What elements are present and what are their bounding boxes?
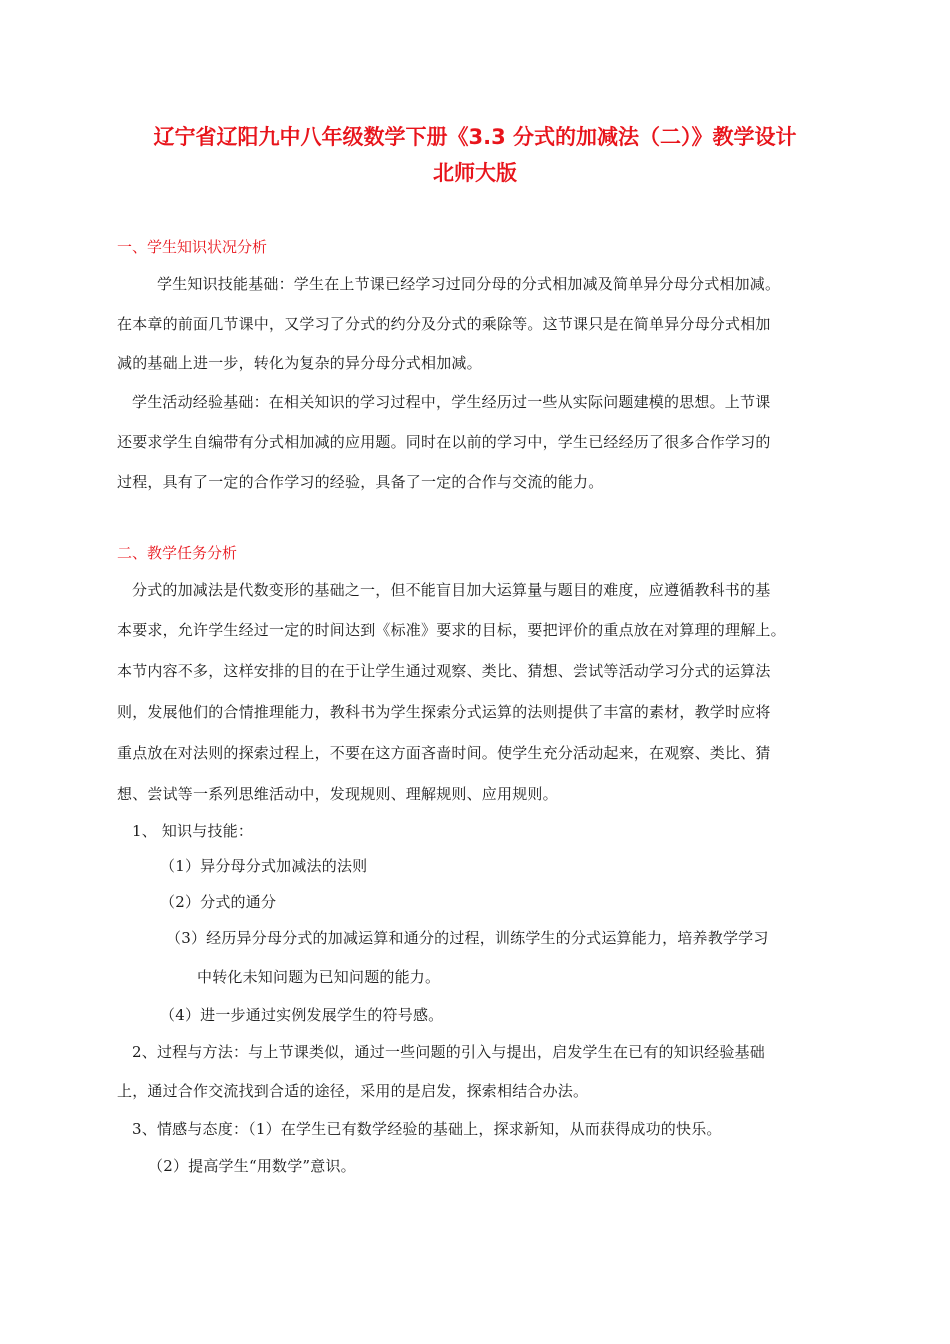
list-item-continuation: 上，通过合作交流找到合适的途径，采用的是启发，探索相结合办法。 bbox=[117, 1082, 589, 1100]
list-item: 3、情感与态度：（1）在学生已有数学经验的基础上，探求新知，从而获得成功的快乐。 bbox=[132, 1120, 722, 1138]
paragraph-line: 分式的加减法是代数变形的基础之一，但不能盲目加大运算量与题目的难度，应遵循教科书的基 bbox=[132, 581, 771, 599]
list-item: 2、过程与方法：与上节课类似，通过一些问题的引入与提出，启发学生在已有的知识经验基础 bbox=[132, 1043, 765, 1061]
document-subtitle: 北师大版 bbox=[433, 161, 517, 185]
list-item: （1）异分母分式加减法的法则 bbox=[160, 857, 368, 875]
paragraph-line: 则，发展他们的合情推理能力，教科书为学生探索分式运算的法则提供了丰富的素材，教学时应将 bbox=[117, 703, 771, 721]
paragraph-line: 学生活动经验基础：在相关知识的学习过程中，学生经历过一些从实际问题建模的思想。上节课 bbox=[132, 393, 771, 411]
paragraph-line: 减的基础上进一步，转化为复杂的异分母分式相加减。 bbox=[117, 354, 482, 372]
list-item: （4）进一步通过实例发展学生的符号感。 bbox=[160, 1006, 444, 1024]
list-item: （2）分式的通分 bbox=[160, 893, 277, 911]
document-title: 辽宁省辽阳九中八年级数学下册《3.3 分式的加减法（二）》教学设计 bbox=[153, 125, 797, 149]
list-item: 1、 知识与技能： bbox=[132, 822, 254, 840]
paragraph-line: 还要求学生自编带有分式相加减的应用题。同时在以前的学习中，学生已经经历了很多合作学习的 bbox=[117, 433, 771, 451]
paragraph-line: 本节内容不多，这样安排的目的在于让学生通过观察、类比、猜想、尝试等活动学习分式的运算法 bbox=[117, 662, 771, 680]
section-heading-student-analysis: 一、学生知识状况分析 bbox=[117, 238, 268, 256]
paragraph-line: 本要求，允许学生经过一定的时间达到《标准》要求的目标，要把评价的重点放在对算理的理解上。 bbox=[117, 621, 786, 639]
section-heading-task-analysis: 二、教学任务分析 bbox=[117, 544, 238, 562]
list-item: （2）提高学生“用数学”意识。 bbox=[148, 1157, 356, 1175]
paragraph-line: 在本章的前面几节课中，又学习了分式的约分及分式的乘除等。这节课只是在简单异分母分式相加 bbox=[117, 315, 771, 333]
list-item: （3）经历异分母分式的加减运算和通分的过程，训练学生的分式运算能力，培养教学学习 bbox=[166, 929, 769, 947]
list-item-continuation: 中转化未知问题为已知问题的能力。 bbox=[197, 968, 441, 986]
paragraph-line: 重点放在对法则的探索过程上，不要在这方面吝啬时间。使学生充分活动起来，在观察、类比、猜 bbox=[117, 744, 771, 762]
paragraph-line: 过程，具有了一定的合作学习的经验，具备了一定的合作与交流的能力。 bbox=[117, 473, 604, 491]
paragraph-line: 学生知识技能基础：学生在上节课已经学习过同分母的分式相加减及简单异分母分式相加减。 bbox=[157, 275, 781, 293]
paragraph-line: 想、尝试等一系列思维活动中，发现规则、理解规则、应用规则。 bbox=[117, 785, 558, 803]
